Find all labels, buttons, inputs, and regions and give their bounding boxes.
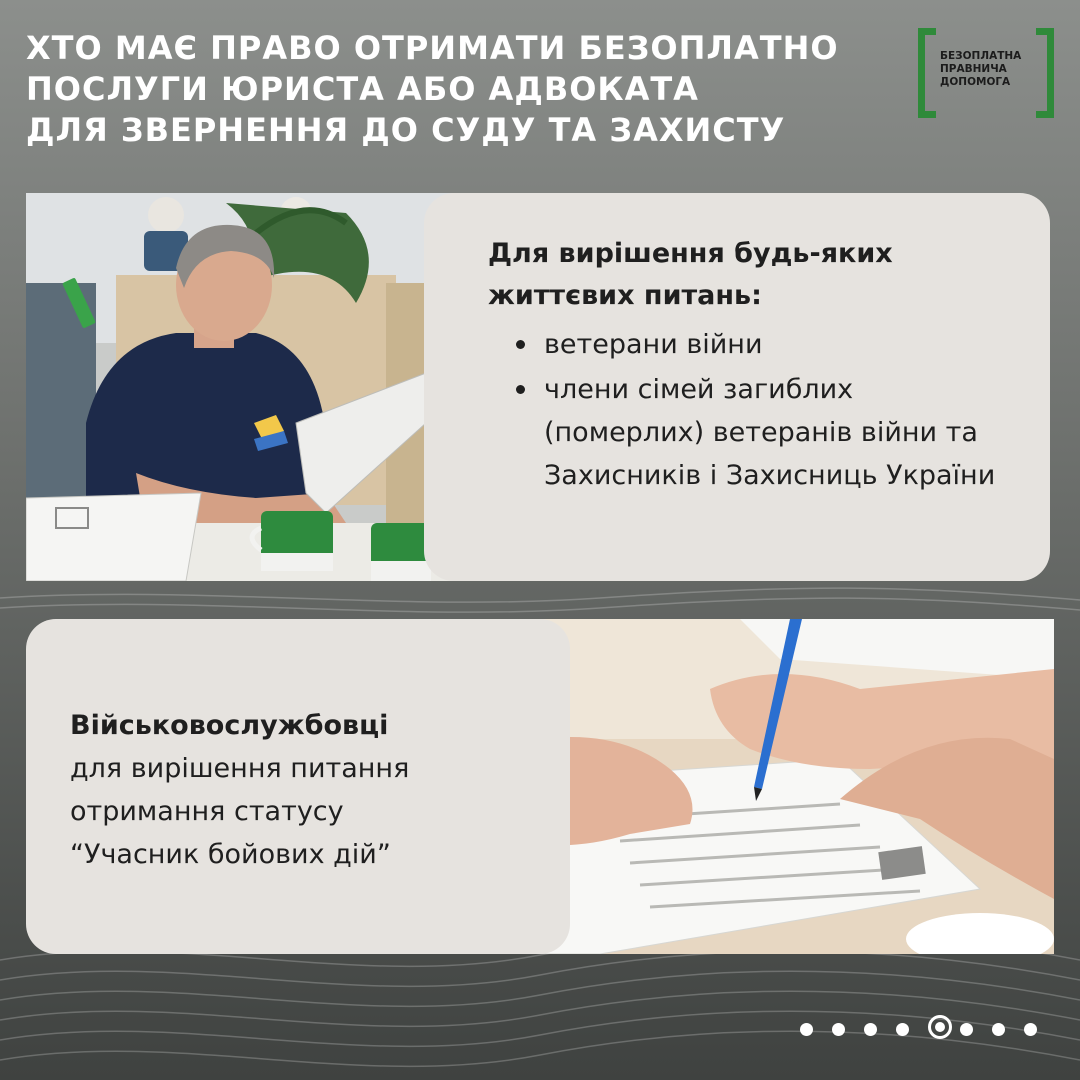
logo-bracket-right xyxy=(1036,28,1054,118)
logo-text-line: ДОПОМОГА xyxy=(940,76,1011,88)
card-text-line: отримання статусу xyxy=(70,796,344,827)
title-line: ДЛЯ ЗВЕРНЕННЯ ДО СУДУ ТА ЗАХИСТУ xyxy=(26,111,786,149)
logo-text-line: БЕЗОПЛАТНА xyxy=(940,50,1022,62)
photo-signing-document xyxy=(540,619,1054,954)
list-item: члени сімей загиблих (померлих) ветеранів війни та Захисників і Захисниць України xyxy=(544,368,1010,497)
card-lead: Військовослужбовці xyxy=(70,710,389,741)
info-card-veterans xyxy=(424,193,1050,581)
carousel-dot[interactable] xyxy=(864,1023,877,1036)
title-line: ХТО МАЄ ПРАВО ОТРИМАТИ БЕЗОПЛАТНО xyxy=(26,29,839,67)
carousel-dot[interactable] xyxy=(992,1023,1005,1036)
carousel-dot[interactable] xyxy=(800,1023,813,1036)
info-card-servicemen xyxy=(26,619,570,954)
logo-text-line: ПРАВНИЧА xyxy=(940,63,1007,75)
carousel-indicator xyxy=(800,1013,1040,1047)
eligibility-list xyxy=(488,323,1010,497)
carousel-dot-active[interactable] xyxy=(928,1015,952,1039)
brand-logo xyxy=(918,28,1054,122)
card-heading xyxy=(488,233,1010,317)
photo-man-reading xyxy=(26,193,456,581)
carousel-dot[interactable] xyxy=(960,1023,973,1036)
card-text-line: “Учасник бойових дій” xyxy=(70,839,391,870)
carousel-dot[interactable] xyxy=(896,1023,909,1036)
card-heading-line: життєвих питань: xyxy=(488,280,762,311)
title-line: ПОСЛУГИ ЮРИСТА АБО АДВОКАТА xyxy=(26,70,699,108)
card-heading-line: Для вирішення будь-яких xyxy=(488,238,893,269)
carousel-dot[interactable] xyxy=(832,1023,845,1036)
card-text-line: для вирішення питання xyxy=(70,753,410,784)
logo-text xyxy=(940,50,1040,89)
carousel-dot[interactable] xyxy=(1024,1023,1037,1036)
page-title xyxy=(26,28,886,151)
logo-bracket-left xyxy=(918,28,936,118)
list-item: ветерани війни xyxy=(544,323,1010,366)
